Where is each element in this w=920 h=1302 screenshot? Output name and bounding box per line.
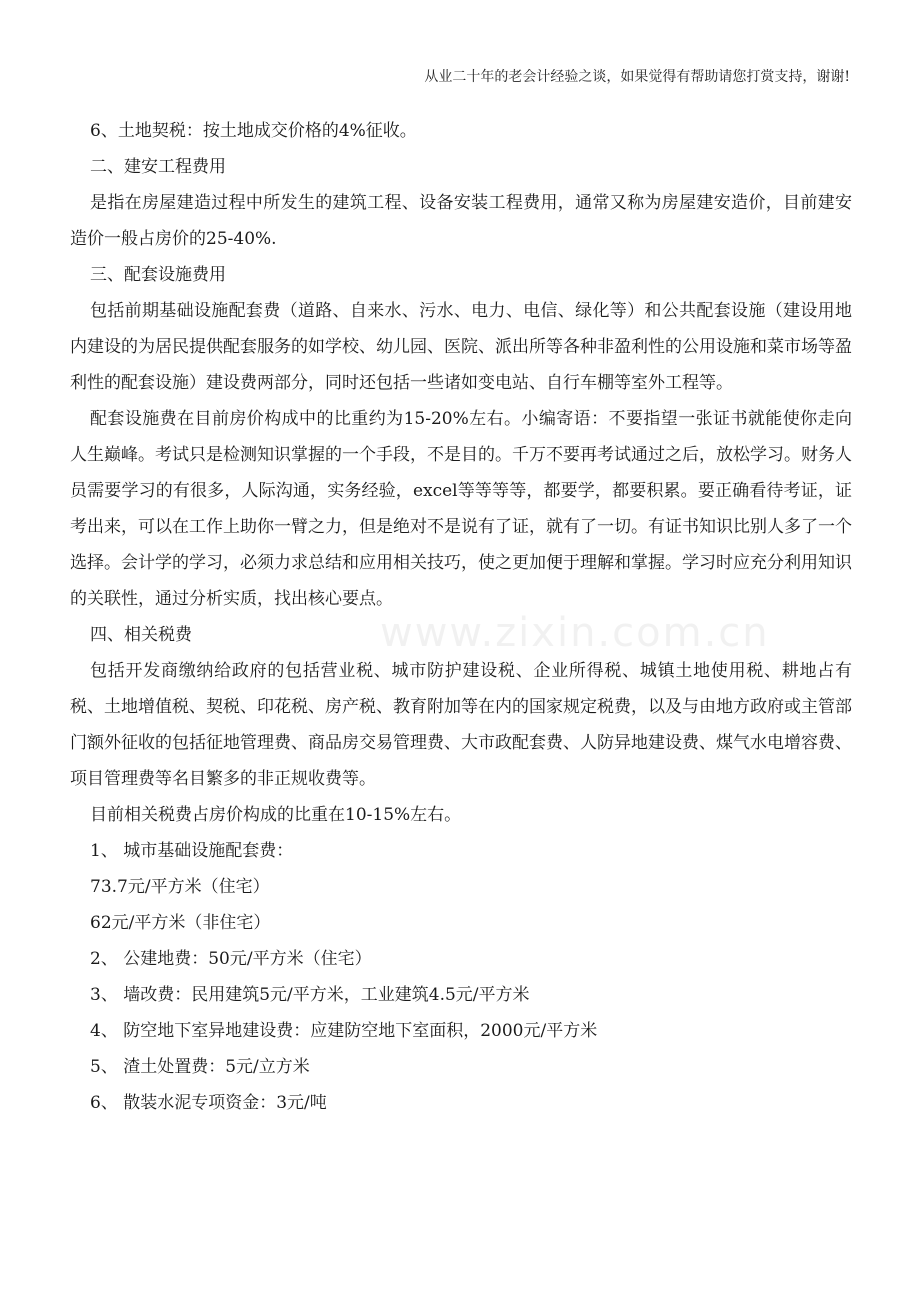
paragraph-facility-share: 配套设施费在目前房价构成中的比重约为15-20%左右。小编寄语：不要指望一张证书就能使你走向人生巅峰。考试只是检测知识掌握的一个手段，不是目的。千万不要再考试通过之后，放松学习。财务人员需要学习的有很多，人际沟通，实务经验，excel等等等等，都要学，都要积累。要正确看待考证，证考出来，可以在工作上助你一臂之力，但是绝对不是说有了证，就有了一切。有证书知识比别人多了一个选择。会计学的学习，必须力求总结和应用相关技巧，使之更加便于理解和掌握。学习时应充分利用知识的关联性，通过分析实质，找出核心要点。 bbox=[70, 409, 852, 609]
list-item: 73.7元/平方米（住宅） bbox=[90, 877, 270, 897]
paragraph-land-deed-tax: 6、土地契税：按土地成交价格的4%征收。 bbox=[90, 121, 417, 141]
paragraph-construction-cost: 是指在房屋建造过程中所发生的建筑工程、设备安装工程费用，通常又称为房屋建安造价，目前建安造价一般占房价的25-40%. bbox=[70, 193, 852, 249]
list-item: 3、 墙改费：民用建筑5元/平方米，工业建筑4.5元/平方米 bbox=[90, 985, 530, 1005]
paragraph-taxes-share: 目前相关税费占房价构成的比重在10-15%左右。 bbox=[90, 805, 462, 825]
header-note: 从业二十年的老会计经验之谈，如果觉得有帮助请您打赏支持，谢谢! bbox=[424, 69, 850, 85]
list-item: 5、 渣土处置费：5元/立方米 bbox=[90, 1057, 310, 1077]
section-heading-related-taxes: 四、相关税费 bbox=[90, 625, 192, 645]
list-item: 6、 散装水泥专项资金：3元/吨 bbox=[90, 1093, 327, 1113]
document-body bbox=[70, 113, 852, 1121]
list-item: 1、 城市基础设施配套费： bbox=[90, 841, 294, 861]
paragraph-related-taxes: 包括开发商缴纳给政府的包括营业税、城市防护建设税、企业所得税、城镇土地使用税、耕地占有税、土地增值税、契税、印花税、房产税、教育附加等在内的国家规定税费，以及与由地方政府或主管部门额外征收的包括征地管理费、商品房交易管理费、大市政配套费、人防异地建设费、煤气水电增容费、项目管理费等名目繁多的非正规收费等。 bbox=[70, 661, 852, 789]
section-heading-construction-cost: 二、建安工程费用 bbox=[90, 157, 226, 177]
list-item: 2、 公建地费：50元/平方米（住宅） bbox=[90, 949, 372, 969]
list-item: 4、 防空地下室异地建设费：应建防空地下室面积，2000元/平方米 bbox=[90, 1021, 598, 1041]
watermark: www.zixin.com.cn bbox=[380, 610, 770, 656]
list-item: 62元/平方米（非住宅） bbox=[90, 913, 271, 933]
section-heading-facility-cost: 三、配套设施费用 bbox=[90, 265, 226, 285]
paragraph-facility-cost: 包括前期基础设施配套费（道路、自来水、污水、电力、电信、绿化等）和公共配套设施（建设用地内建设的为居民提供配套服务的如学校、幼儿园、医院、派出所等各种非盈利性的公用设施和菜市场等盈利性的配套设施）建设费两部分，同时还包括一些诸如变电站、自行车棚等室外工程等。 bbox=[70, 301, 852, 393]
